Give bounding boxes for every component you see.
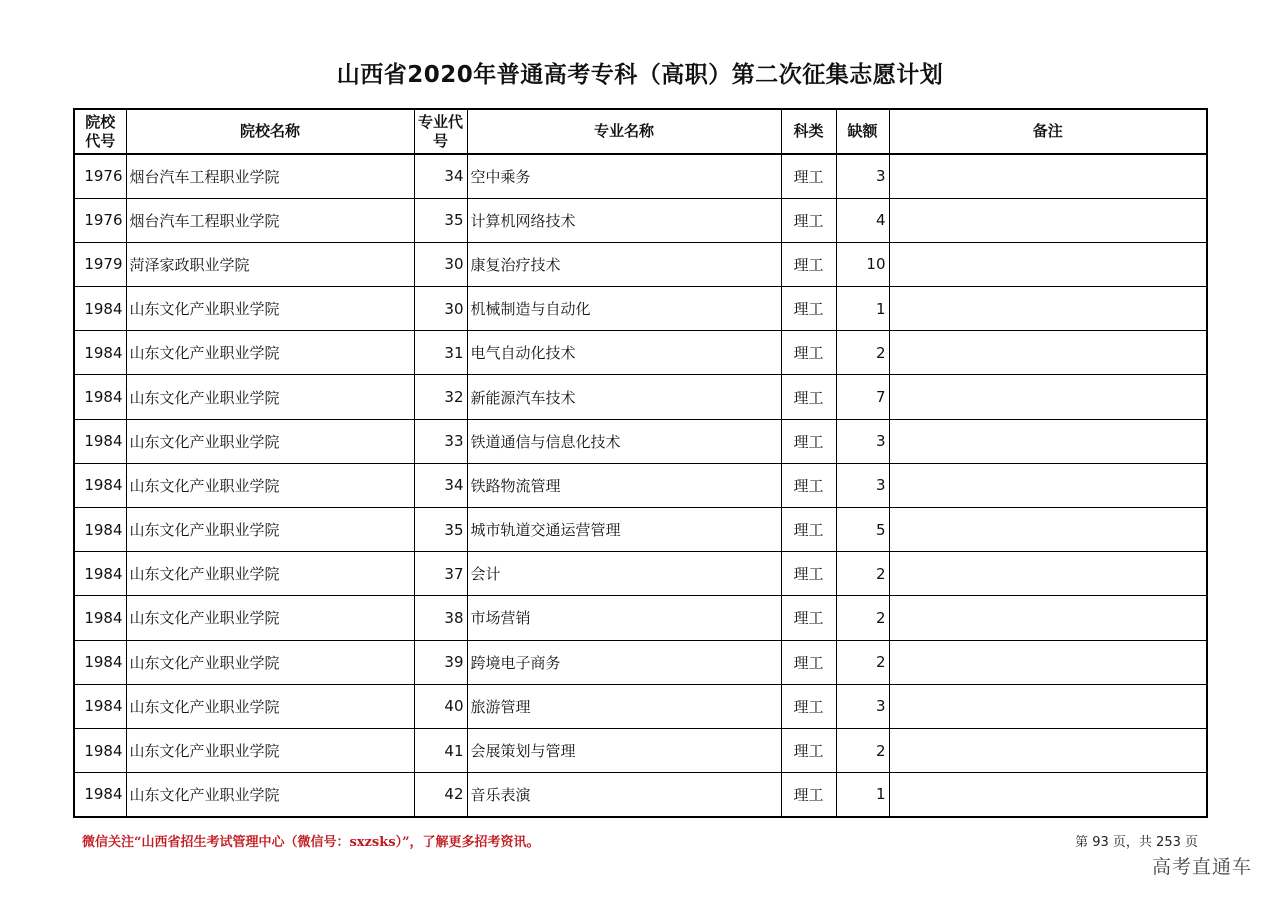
cell-category: 理工 bbox=[781, 596, 836, 640]
cell-vacancy: 2 bbox=[836, 640, 889, 684]
cell-school-name: 山东文化产业职业学院 bbox=[126, 287, 414, 331]
cell-major-code: 39 bbox=[414, 640, 467, 684]
cell-major-code: 35 bbox=[414, 198, 467, 242]
cell-school-name: 山东文化产业职业学院 bbox=[126, 684, 414, 728]
cell-school-name: 山东文化产业职业学院 bbox=[126, 375, 414, 419]
cell-major-name: 机械制造与自动化 bbox=[467, 287, 781, 331]
footer-wechat-note: 微信关注“山西省招生考试管理中心（微信号：sxzsks）”，了解更多招考资讯。 bbox=[82, 835, 540, 850]
watermark-text: 高考直通车 bbox=[1151, 856, 1252, 878]
cell-major-name: 会展策划与管理 bbox=[467, 728, 781, 772]
cell-remarks bbox=[889, 463, 1207, 507]
cell-remarks bbox=[889, 728, 1207, 772]
cell-major-name: 市场营销 bbox=[467, 596, 781, 640]
cell-school-code: 1984 bbox=[74, 331, 126, 375]
cell-school-name: 烟台汽车工程职业学院 bbox=[126, 198, 414, 242]
table-row bbox=[74, 463, 1207, 507]
cell-school-name: 山东文化产业职业学院 bbox=[126, 552, 414, 596]
cell-remarks bbox=[889, 640, 1207, 684]
cell-school-name: 菏泽家政职业学院 bbox=[126, 242, 414, 286]
cell-vacancy: 3 bbox=[836, 463, 889, 507]
cell-category: 理工 bbox=[781, 684, 836, 728]
table-row bbox=[74, 640, 1207, 684]
page-title: 山西省2020年普通高考专科（高职）第二次征集志愿计划 bbox=[336, 62, 944, 88]
cell-remarks bbox=[889, 375, 1207, 419]
cell-vacancy: 7 bbox=[836, 375, 889, 419]
cell-major-name: 跨境电子商务 bbox=[467, 640, 781, 684]
cell-category: 理工 bbox=[781, 508, 836, 552]
cell-remarks bbox=[889, 287, 1207, 331]
cell-school-name: 山东文化产业职业学院 bbox=[126, 508, 414, 552]
cell-major-name: 计算机网络技术 bbox=[467, 198, 781, 242]
cell-major-name: 空中乘务 bbox=[467, 154, 781, 198]
cell-school-name: 烟台汽车工程职业学院 bbox=[126, 154, 414, 198]
cell-major-code: 32 bbox=[414, 375, 467, 419]
cell-remarks bbox=[889, 242, 1207, 286]
cell-major-name: 城市轨道交通运营管理 bbox=[467, 508, 781, 552]
table-row bbox=[74, 684, 1207, 728]
table-row bbox=[74, 154, 1207, 198]
cell-remarks bbox=[889, 596, 1207, 640]
cell-school-name: 山东文化产业职业学院 bbox=[126, 419, 414, 463]
cell-vacancy: 1 bbox=[836, 773, 889, 817]
cell-category: 理工 bbox=[781, 287, 836, 331]
cell-school-code: 1976 bbox=[74, 198, 126, 242]
cell-category: 理工 bbox=[781, 552, 836, 596]
header-school-name: 院校名称 bbox=[126, 109, 414, 154]
header-major-code: 专业代号 bbox=[414, 109, 467, 154]
header-school-code: 院校代号 bbox=[74, 109, 126, 154]
cell-school-code: 1984 bbox=[74, 640, 126, 684]
cell-school-code: 1976 bbox=[74, 154, 126, 198]
cell-vacancy: 4 bbox=[836, 198, 889, 242]
cell-major-name: 会计 bbox=[467, 552, 781, 596]
cell-school-code: 1984 bbox=[74, 684, 126, 728]
cell-major-code: 30 bbox=[414, 287, 467, 331]
cell-major-name: 铁道通信与信息化技术 bbox=[467, 419, 781, 463]
table-row bbox=[74, 773, 1207, 817]
table-row bbox=[74, 552, 1207, 596]
cell-vacancy: 1 bbox=[836, 287, 889, 331]
cell-category: 理工 bbox=[781, 728, 836, 772]
table-row bbox=[74, 331, 1207, 375]
cell-school-name: 山东文化产业职业学院 bbox=[126, 728, 414, 772]
table-row bbox=[74, 596, 1207, 640]
table-row bbox=[74, 287, 1207, 331]
cell-school-code: 1984 bbox=[74, 419, 126, 463]
header-remarks: 备注 bbox=[889, 109, 1207, 154]
cell-major-name: 铁路物流管理 bbox=[467, 463, 781, 507]
cell-major-name: 康复治疗技术 bbox=[467, 242, 781, 286]
cell-major-code: 35 bbox=[414, 508, 467, 552]
cell-remarks bbox=[889, 331, 1207, 375]
cell-major-code: 30 bbox=[414, 242, 467, 286]
cell-vacancy: 3 bbox=[836, 684, 889, 728]
cell-major-code: 31 bbox=[414, 331, 467, 375]
cell-school-name: 山东文化产业职业学院 bbox=[126, 640, 414, 684]
cell-major-name: 旅游管理 bbox=[467, 684, 781, 728]
cell-vacancy: 2 bbox=[836, 331, 889, 375]
cell-vacancy: 5 bbox=[836, 508, 889, 552]
table-row bbox=[74, 728, 1207, 772]
cell-major-code: 37 bbox=[414, 552, 467, 596]
header-major-name: 专业名称 bbox=[467, 109, 781, 154]
cell-vacancy: 3 bbox=[836, 419, 889, 463]
header-category: 科类 bbox=[781, 109, 836, 154]
plan-table bbox=[73, 108, 1208, 818]
cell-major-code: 41 bbox=[414, 728, 467, 772]
cell-remarks bbox=[889, 684, 1207, 728]
cell-school-code: 1984 bbox=[74, 728, 126, 772]
page-number: 第 93 页，共 253 页 bbox=[1075, 835, 1198, 850]
cell-major-code: 40 bbox=[414, 684, 467, 728]
cell-major-code: 42 bbox=[414, 773, 467, 817]
cell-school-name: 山东文化产业职业学院 bbox=[126, 773, 414, 817]
cell-major-code: 38 bbox=[414, 596, 467, 640]
cell-remarks bbox=[889, 773, 1207, 817]
cell-school-name: 山东文化产业职业学院 bbox=[126, 596, 414, 640]
cell-category: 理工 bbox=[781, 242, 836, 286]
cell-school-code: 1979 bbox=[74, 242, 126, 286]
cell-major-code: 33 bbox=[414, 419, 467, 463]
cell-category: 理工 bbox=[781, 419, 836, 463]
cell-major-code: 34 bbox=[414, 154, 467, 198]
table-row bbox=[74, 419, 1207, 463]
table-row bbox=[74, 198, 1207, 242]
cell-vacancy: 10 bbox=[836, 242, 889, 286]
cell-remarks bbox=[889, 419, 1207, 463]
cell-category: 理工 bbox=[781, 198, 836, 242]
cell-major-name: 电气自动化技术 bbox=[467, 331, 781, 375]
cell-school-code: 1984 bbox=[74, 375, 126, 419]
cell-category: 理工 bbox=[781, 375, 836, 419]
cell-remarks bbox=[889, 508, 1207, 552]
table-row bbox=[74, 242, 1207, 286]
cell-school-name: 山东文化产业职业学院 bbox=[126, 463, 414, 507]
cell-remarks bbox=[889, 198, 1207, 242]
cell-major-code: 34 bbox=[414, 463, 467, 507]
table-header-row bbox=[74, 109, 1207, 154]
cell-vacancy: 2 bbox=[836, 728, 889, 772]
cell-vacancy: 2 bbox=[836, 596, 889, 640]
table-row bbox=[74, 375, 1207, 419]
cell-remarks bbox=[889, 154, 1207, 198]
cell-category: 理工 bbox=[781, 463, 836, 507]
cell-school-code: 1984 bbox=[74, 463, 126, 507]
cell-major-name: 音乐表演 bbox=[467, 773, 781, 817]
cell-school-code: 1984 bbox=[74, 552, 126, 596]
cell-vacancy: 3 bbox=[836, 154, 889, 198]
cell-category: 理工 bbox=[781, 640, 836, 684]
cell-school-code: 1984 bbox=[74, 508, 126, 552]
cell-remarks bbox=[889, 552, 1207, 596]
cell-school-code: 1984 bbox=[74, 773, 126, 817]
header-vacancy: 缺额 bbox=[836, 109, 889, 154]
cell-vacancy: 2 bbox=[836, 552, 889, 596]
cell-major-name: 新能源汽车技术 bbox=[467, 375, 781, 419]
cell-school-code: 1984 bbox=[74, 287, 126, 331]
cell-category: 理工 bbox=[781, 154, 836, 198]
table-row bbox=[74, 508, 1207, 552]
cell-category: 理工 bbox=[781, 331, 836, 375]
cell-category: 理工 bbox=[781, 773, 836, 817]
cell-school-code: 1984 bbox=[74, 596, 126, 640]
cell-school-name: 山东文化产业职业学院 bbox=[126, 331, 414, 375]
